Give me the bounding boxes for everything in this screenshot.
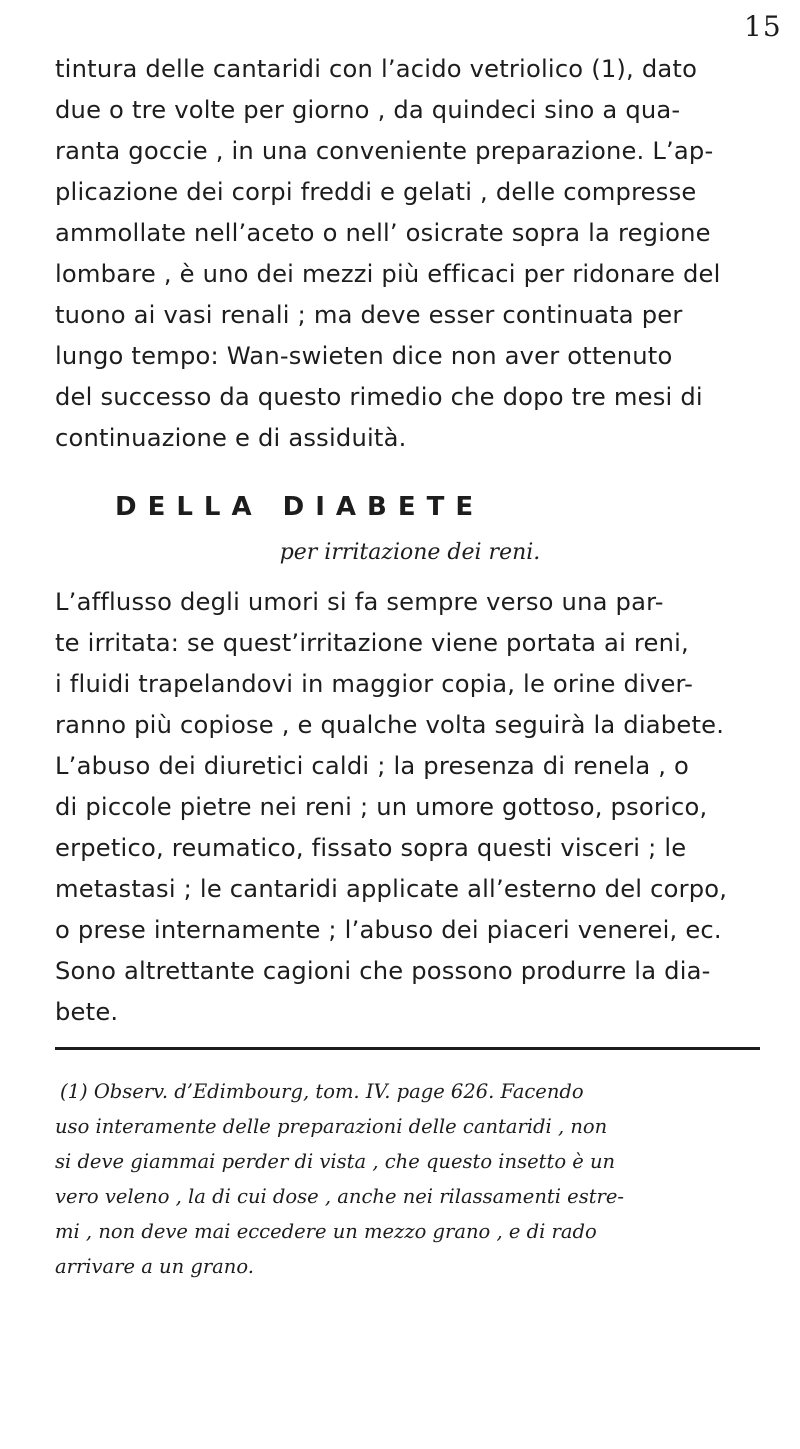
- text-line: continuazione e di assiduità.: [55, 424, 407, 452]
- text-line: ranno più copiose , e qualche volta seguirà la diabete.: [55, 711, 725, 739]
- footnote-line: arrivare a un grano.: [55, 1255, 254, 1278]
- text-line: metastasi ; le cantaridi applicate all’esterno del corpo,: [55, 875, 728, 903]
- text-line: L’abuso dei diuretici caldi ; la presenza di renela , o: [55, 752, 690, 780]
- text-line: del successo da questo rimedio che dopo tre mesi di: [55, 383, 703, 411]
- text-line: L’afflusso degli umori si fa sempre verso una par-: [55, 588, 664, 616]
- text-line: di piccole pietre nei reni ; un umore gottoso, psorico,: [55, 793, 708, 821]
- text-line: tuono ai vasi renali ; ma deve esser continuata per: [55, 301, 683, 329]
- footnote-line: si deve giammai perder di vista , che questo insetto è un: [55, 1150, 616, 1173]
- footnote-line: uso interamente delle preparazioni delle cantaridi , non: [55, 1115, 608, 1138]
- text-line: lombare , è uno dei mezzi più efficaci per ridonare del: [55, 260, 721, 288]
- text-line: Sono altrettante cagioni che possono produrre la dia-: [55, 957, 711, 985]
- text-line: te irritata: se quest’irritazione viene portata ai reni,: [55, 629, 689, 657]
- text-line: due o tre volte per giorno , da quindeci sino a qua-: [55, 96, 681, 124]
- footnote-rule: [55, 1047, 760, 1050]
- section-subtitle: per irritazione dei reni.: [279, 540, 541, 565]
- text-line: o prese internamente ; l’abuso dei piaceri venerei, ec.: [55, 916, 722, 944]
- text-line: tintura delle cantaridi con l’acido vetriolico (1), dato: [55, 55, 698, 83]
- text-line: ranta goccie , in una conveniente preparazione. L’ap-: [55, 137, 714, 165]
- text-line: erpetico, reumatico, fissato sopra questi visceri ; le: [55, 834, 687, 862]
- text-line: lungo tempo: Wan-swieten dice non aver ottenuto: [55, 342, 673, 370]
- footnote-line: vero veleno , la di cui dose , anche nei rilassamenti estre-: [55, 1185, 624, 1208]
- footnote-line: (1) Observ. d’Edimbourg, tom. IV. page 626. Facendo: [60, 1080, 584, 1103]
- text-line: ammollate nell’aceto o nell’ osicrate sopra la regione: [55, 219, 711, 247]
- text-line: plicazione dei corpi freddi e gelati , delle compresse: [55, 178, 697, 206]
- footnote-line: mi , non deve mai eccedere un mezzo grano , e di rado: [55, 1220, 597, 1243]
- page-number: 15: [744, 10, 782, 43]
- text-line: i fluidi trapelandovi in maggior copia, le orine diver-: [55, 670, 694, 698]
- text-line: bete.: [55, 998, 119, 1026]
- section-heading: DELLA DIABETE: [115, 492, 485, 522]
